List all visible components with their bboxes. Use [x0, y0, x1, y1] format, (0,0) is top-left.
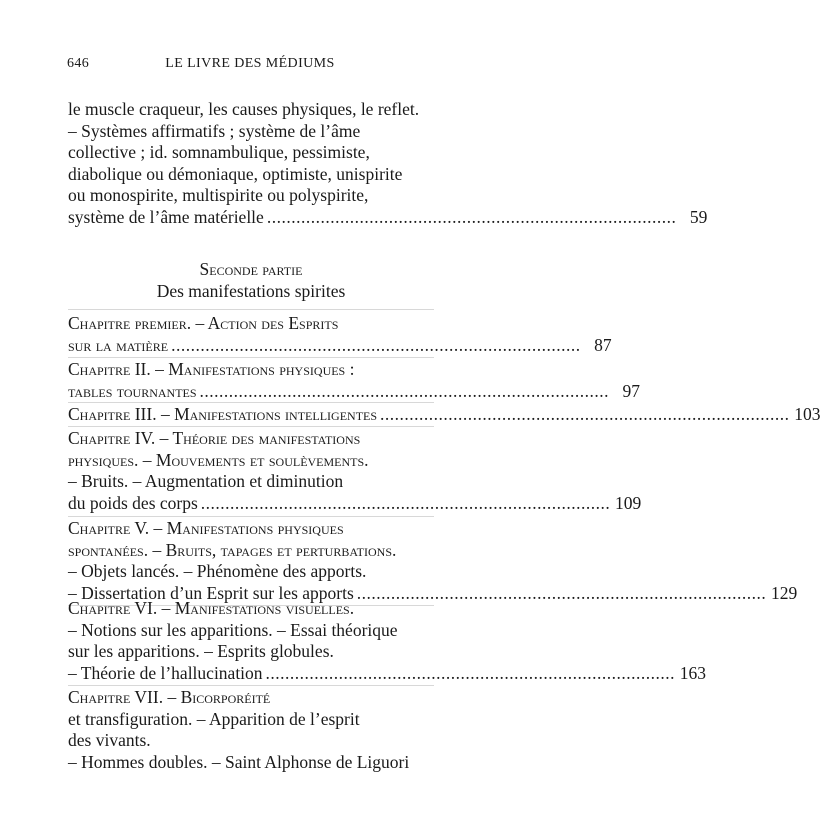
chapter-last-row: [68, 492, 642, 515]
chapter-last-line: du poids des corps: [68, 492, 198, 513]
part-label: Seconde partie: [199, 259, 303, 279]
chapter-last-line: – Théorie de l’hallucination: [68, 662, 263, 683]
part-heading: [68, 258, 434, 302]
divider: [68, 685, 434, 686]
chapter-entry-1: [68, 313, 612, 356]
leader-dots: ....................................................................................: [199, 380, 610, 401]
leader-dots: ....................................................................................: [265, 662, 676, 683]
chapter-line: – Objets lancés. – Phénomène des apports.: [68, 561, 367, 582]
chapter-last-line: tables tournantes: [68, 380, 197, 401]
intro-entry: [68, 99, 708, 229]
chapter-page-ref: 97: [622, 380, 641, 401]
intro-line: le muscle craqueur, les causes physiques, le reflet.: [68, 99, 420, 119]
leader-dots: ....................................................................................: [356, 582, 767, 603]
chapter-page-ref: 109: [615, 492, 642, 513]
chapter-line: sur les apparitions. – Esprits globules.: [68, 641, 334, 662]
intro-line: diabolique ou démoniaque, optimiste, unispirite: [68, 163, 403, 184]
chapter-page-ref: 87: [594, 334, 612, 355]
intro-last-row: [68, 206, 708, 229]
intro-line: collective ; id. somnambulique, pessimiste,: [68, 142, 370, 163]
chapter-line: des vivants.: [68, 730, 151, 751]
chapter-page-ref: 163: [679, 662, 707, 683]
leader-dots: ....................................................................................: [200, 492, 611, 513]
intro-line: – Systèmes affirmatifs ; système de l’âme: [68, 120, 361, 141]
chapter-last-line: sur la matière: [68, 334, 169, 355]
chapter-last-row: [68, 662, 707, 685]
chapter-line: et transfiguration. – Apparition de l’esprit: [68, 708, 360, 729]
intro-page-ref: 59: [689, 206, 708, 227]
chapter-line: Chapitre V. – Manifestations physiques: [68, 518, 344, 538]
chapter-line: spontanées. – Bruits, tapages et perturbations.: [68, 539, 397, 560]
divider: [68, 516, 434, 517]
chapter-entry-4: [68, 428, 642, 514]
chapter-last-row: [68, 404, 821, 426]
chapter-last-row: [68, 334, 612, 357]
chapter-line-sc: physiques. – Mouvements et soulèvements.: [68, 449, 369, 470]
divider: [68, 402, 434, 403]
divider: [68, 309, 434, 310]
divider: [68, 426, 434, 427]
chapter-page-ref: 103: [794, 404, 821, 424]
chapter-line: – Hommes doubles. – Saint Alphonse de Liguori: [68, 751, 410, 772]
chapter-last-row: [68, 380, 641, 403]
part-title: Des manifestations spirites: [156, 281, 346, 301]
chapter-page-ref: 129: [771, 582, 798, 603]
chapter-entry-3: [68, 404, 821, 426]
leader-dots: ....................................................................................: [266, 206, 677, 227]
chapter-last-line: Chapitre III. – Manifestations intelligentes: [68, 404, 378, 424]
chapter-entry-6: [68, 598, 707, 684]
chapter-line: [68, 450, 434, 472]
chapter-line: Chapitre II. – Manifestations physiques :: [68, 359, 355, 379]
running-title: LE LIVRE DES MÉDIUMS: [165, 56, 335, 71]
chapter-entry-2: [68, 359, 641, 402]
chapter-last-line: – Dissertation d’un Esprit sur les apports: [68, 582, 354, 603]
running-header: [67, 56, 433, 76]
chapter-line: – Notions sur les apparitions. – Essai théorique: [68, 619, 398, 640]
leader-dots: ....................................................................................: [171, 334, 581, 355]
chapter-line: Chapitre VI. – Manifestations visuelles.: [68, 598, 355, 618]
page-number: 646: [67, 56, 90, 71]
intro-line: ou monospirite, multispirite ou polyspirite,: [68, 185, 369, 206]
chapter-line: Chapitre premier. – Action des Esprits: [68, 313, 339, 333]
chapter-line: – Bruits. – Augmentation et diminution: [68, 471, 344, 492]
chapter-line: Chapitre IV. – Théorie des manifestations: [68, 428, 361, 448]
divider: [68, 357, 434, 358]
chapter-entry-5: [68, 518, 798, 604]
intro-last-line: système de l’âme matérielle: [68, 206, 264, 227]
chapter-entry-7: [68, 687, 434, 773]
leader-dots: ....................................................................................: [380, 404, 790, 424]
chapter-line: Chapitre VII. – Bicorporéité: [68, 687, 271, 707]
